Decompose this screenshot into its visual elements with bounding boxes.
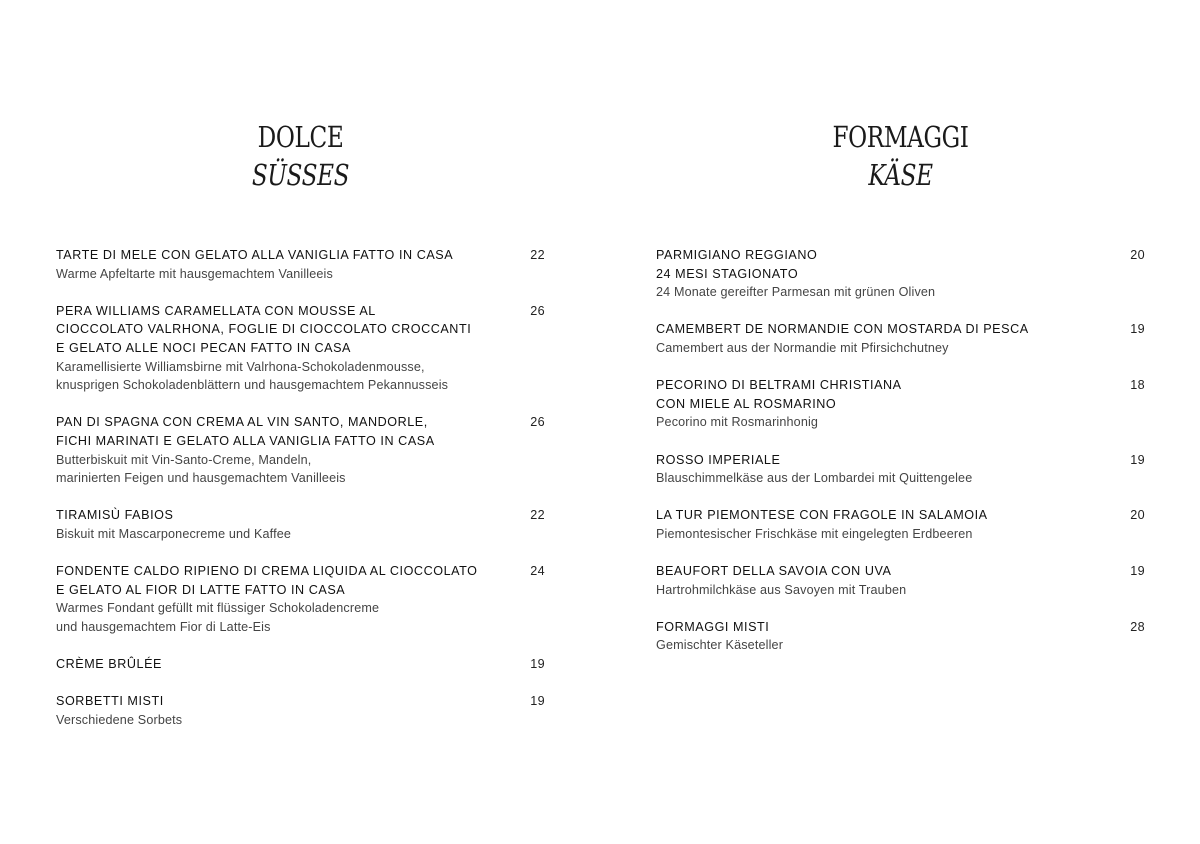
menu-item-price: 19	[1130, 564, 1145, 579]
menu-item-title: CRÈME BRÛLÉE	[56, 657, 162, 672]
menu-item	[656, 618, 1145, 655]
menu-item	[56, 562, 545, 636]
menu-item-description: Warme Apfeltarte mit hausgemachtem Vanilleeis	[56, 266, 333, 281]
menu-item	[656, 506, 1145, 543]
menu-item	[56, 302, 545, 395]
menu-item-price: 20	[1130, 508, 1145, 523]
menu-item-title: PECORINO DI BELTRAMI CHRISTIANA CON MIELE AL ROSMARINO	[656, 378, 902, 411]
menu-item-description: Verschiedene Sorbets	[56, 712, 183, 727]
menu-item-title: TIRAMISÙ FABIOS	[56, 508, 174, 523]
dolce-item-list	[56, 246, 545, 748]
menu-item-price: 26	[530, 415, 545, 430]
dolce-title: DOLCE	[257, 120, 344, 154]
menu-item	[656, 376, 1145, 432]
menu-item-price: 24	[530, 564, 545, 579]
menu-item-price: 19	[530, 657, 545, 672]
menu-item-price: 20	[1130, 248, 1145, 262]
menu-item	[56, 655, 545, 674]
menu-item-price: 28	[1130, 619, 1145, 634]
menu-item-title: PAN DI SPAGNA CON CREMA AL VIN SANTO, MANDORLE, FICHI MARINATI E GELATO ALLA VANIGLIA FATTO IN CASA	[56, 415, 435, 448]
menu-item-price: 19	[1130, 452, 1145, 467]
menu-item	[56, 506, 545, 543]
menu-item-title: BEAUFORT DELLA SAVOIA CON UVA	[656, 564, 892, 579]
menu-item-title: PARMIGIANO REGGIANO 24 MESI STAGIONATO	[656, 248, 818, 281]
menu-item-description: Camembert aus der Normandie mit Pfirsichchutney	[656, 340, 949, 355]
menu-item-description: Warmes Fondant gefüllt mit flüssiger Schokoladencreme und hausgemachtem Fior di Latte-Eis	[56, 601, 380, 634]
menu-item-description: Gemischter Käseteller	[656, 638, 784, 653]
menu-item	[656, 562, 1145, 599]
formaggi-subtitle: KÄSE	[868, 158, 933, 192]
menu-item-title: FONDENTE CALDO RIPIENO DI CREMA LIQUIDA AL CIOCCOLATO E GELATO AL FIOR DI LATTE FATTO IN CASA	[56, 564, 478, 597]
menu-item-price: 22	[530, 248, 545, 262]
menu-item-title: CAMEMBERT DE NORMANDIE CON MOSTARDA DI PESCA	[656, 322, 1029, 337]
menu-item-description: Piemontesischer Frischkäse mit eingelegten Erdbeeren	[656, 526, 973, 541]
dolce-subtitle: SÜSSES	[251, 158, 350, 192]
menu-item-price: 22	[530, 508, 545, 523]
menu-item-title: SORBETTI MISTI	[56, 694, 164, 709]
menu-item-description: Hartrohmilchkäse aus Savoyen mit Trauben	[656, 582, 907, 597]
menu-item-description: Biskuit mit Mascarponecreme und Kaffee	[56, 526, 292, 541]
menu-item-price: 19	[530, 694, 545, 709]
menu-item	[56, 692, 545, 729]
formaggi-heading	[656, 118, 1145, 194]
formaggi-title: FORMAGGI	[832, 120, 969, 154]
menu-item-title: FORMAGGI MISTI	[656, 619, 770, 634]
menu-item-description: Pecorino mit Rosmarinhonig	[656, 415, 819, 430]
menu-item	[56, 413, 545, 487]
menu-item	[656, 320, 1145, 357]
menu-item-description: Butterbiskuit mit Vin-Santo-Creme, Mandeln, marinierten Feigen und hausgemachtem Vanilleeis	[56, 452, 346, 486]
menu-item-price: 19	[1130, 322, 1145, 337]
dolce-heading	[56, 118, 545, 194]
menu-item-price: 26	[530, 303, 545, 318]
menu-item-title: PERA WILLIAMS CARAMELLATA CON MOUSSE AL CIOCCOLATO VALRHONA, FOGLIE DI CIOCCOLATO CROCCANTI E GELATO ALLE NOCI PECAN FATTO IN CASA	[56, 303, 472, 355]
menu-item-title: ROSSO IMPERIALE	[656, 452, 781, 467]
menu-item-title: LA TUR PIEMONTESE CON FRAGOLE IN SALAMOIA	[656, 508, 988, 523]
menu-item-description: Karamellisierte Williamsbirne mit Valrhona-Schokoladenmousse, knusprigen Schokoladenblättern und hausgemachtem Pekannusseis	[56, 359, 449, 393]
menu-item	[56, 246, 545, 283]
menu-item-title: TARTE DI MELE CON GELATO ALLA VANIGLIA FATTO IN CASA	[56, 248, 454, 262]
menu-item	[656, 451, 1145, 488]
menu-item-price: 18	[1130, 378, 1145, 393]
formaggi-item-list	[656, 246, 1145, 674]
menu-item-description: Blauschimmelkäse aus der Lombardei mit Quittengelee	[656, 471, 973, 486]
menu-item-description: 24 Monate gereifter Parmesan mit grünen Oliven	[656, 285, 936, 300]
menu-item	[656, 246, 1145, 302]
